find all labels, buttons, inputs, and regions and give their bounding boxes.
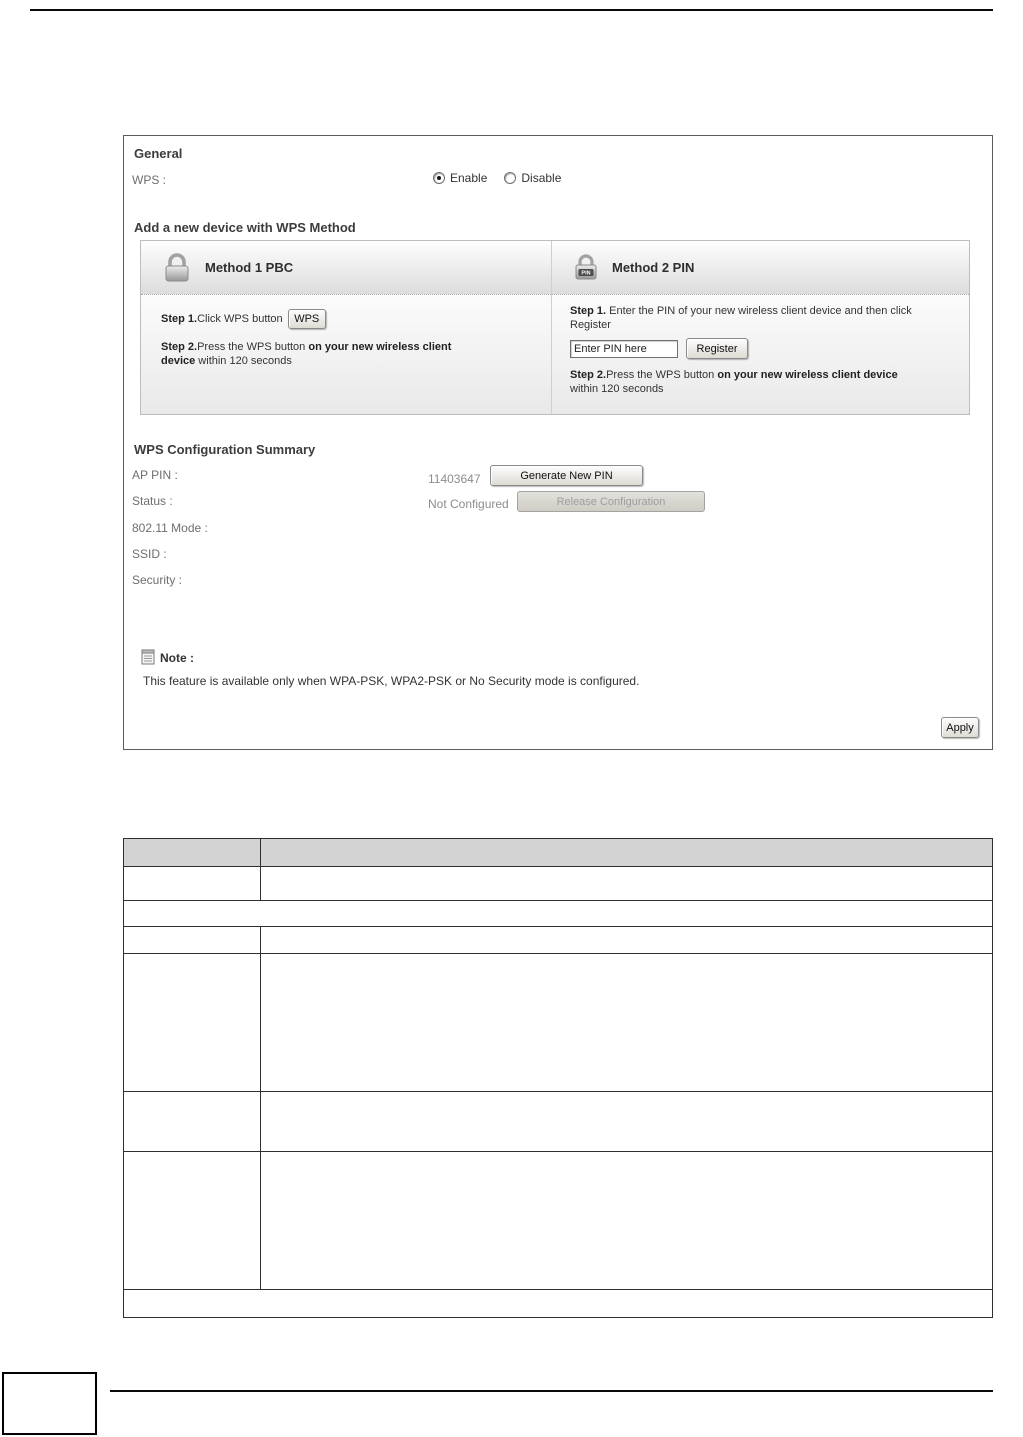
disable-radio[interactable] — [504, 172, 516, 184]
method2-column — [551, 241, 969, 414]
ap-pin-value: 11403647 — [428, 472, 481, 486]
method1-step2 — [161, 340, 483, 368]
pin-icon-text: PIN — [581, 270, 591, 277]
wps-label: WPS : — [132, 173, 167, 187]
table-row — [124, 1091, 992, 1151]
note-icon — [141, 648, 155, 665]
method1-header — [141, 241, 551, 295]
step1-bold: Step 1. — [570, 305, 607, 317]
padlock-icon — [161, 253, 193, 283]
step2-bold-device: on your new wireless client device — [161, 341, 452, 367]
pin-input[interactable] — [570, 340, 678, 358]
step2-text-seconds: within 120 seconds — [570, 383, 664, 395]
page-header-rule — [30, 9, 993, 11]
table-cell — [124, 1092, 261, 1151]
mode-label: 802.11 Mode : — [132, 521, 208, 535]
wps-method-table — [140, 240, 970, 415]
add-device-heading: Add a new device with WPS Method — [134, 220, 356, 235]
table-cell — [261, 1092, 992, 1151]
step2-bold: Step 2. — [570, 369, 607, 381]
step2-text: Press the WPS button — [197, 341, 309, 353]
step2-bold-device: on your new wireless client device — [717, 369, 898, 381]
method2-step1 — [570, 304, 922, 332]
table-cell — [124, 954, 261, 1091]
pin-padlock-icon — [572, 253, 600, 283]
method1-body — [141, 295, 551, 414]
release-configuration-button[interactable]: Release Configuration — [517, 491, 705, 512]
summary-heading: WPS Configuration Summary — [134, 442, 316, 457]
table-row — [124, 866, 992, 900]
security-label: Security : — [132, 573, 183, 587]
table-row-section — [124, 900, 992, 926]
method1-column — [141, 241, 551, 414]
ap-pin-label: AP PIN : — [132, 468, 178, 482]
step1-text: Enter the PIN of your new wireless client device and then click Register — [570, 305, 912, 331]
note-text: This feature is available only when WPA-PSK, WPA2-PSK or No Security mode is configured. — [143, 674, 640, 688]
table-cell — [124, 1152, 261, 1289]
wps-enable-radio-group — [433, 171, 561, 185]
table-row — [124, 926, 992, 953]
table-header-label-cell — [124, 839, 261, 866]
table-row — [124, 1151, 992, 1289]
status-label: Status : — [132, 494, 173, 508]
table-row-section — [124, 1289, 992, 1317]
general-heading: General — [134, 146, 183, 161]
status-value: Not Configured — [428, 497, 509, 511]
method1-step1 — [161, 309, 537, 329]
step2-text: Press the WPS button — [606, 369, 718, 381]
step2-bold: Step 2. — [161, 341, 198, 353]
method2-header — [552, 241, 969, 295]
footer-rule — [110, 1390, 993, 1392]
step2-text-seconds: within 120 seconds — [195, 355, 292, 367]
apply-button[interactable]: Apply — [941, 717, 979, 738]
ssid-label: SSID : — [132, 547, 167, 561]
wps-button[interactable]: WPS — [288, 309, 326, 329]
method2-body — [552, 295, 969, 414]
table-header-row — [124, 839, 992, 866]
enable-radio[interactable] — [433, 172, 445, 184]
table-row — [124, 953, 992, 1091]
note-label: Note : — [160, 651, 194, 665]
table-cell — [261, 954, 992, 1091]
footer-page-number-box — [2, 1372, 97, 1435]
disable-radio-label: Disable — [521, 171, 562, 185]
table-header-description-cell — [261, 839, 992, 866]
wps-configuration-screen — [123, 135, 993, 750]
table-cell — [261, 1152, 992, 1289]
table-cell — [124, 867, 261, 900]
pin-entry-row — [570, 338, 955, 359]
register-button[interactable]: Register — [686, 338, 748, 359]
step1-text: Click WPS button — [197, 312, 283, 325]
method2-title: Method 2 PIN — [612, 260, 695, 275]
method1-title: Method 1 PBC — [205, 260, 294, 275]
method2-step2 — [570, 368, 904, 396]
enable-radio-label: Enable — [450, 171, 488, 185]
table-cell — [261, 927, 992, 953]
table-cell — [261, 867, 992, 900]
documentation-table — [123, 838, 993, 1318]
generate-new-pin-button[interactable]: Generate New PIN — [490, 465, 643, 486]
table-cell — [124, 927, 261, 953]
step1-bold: Step 1. — [161, 312, 198, 325]
